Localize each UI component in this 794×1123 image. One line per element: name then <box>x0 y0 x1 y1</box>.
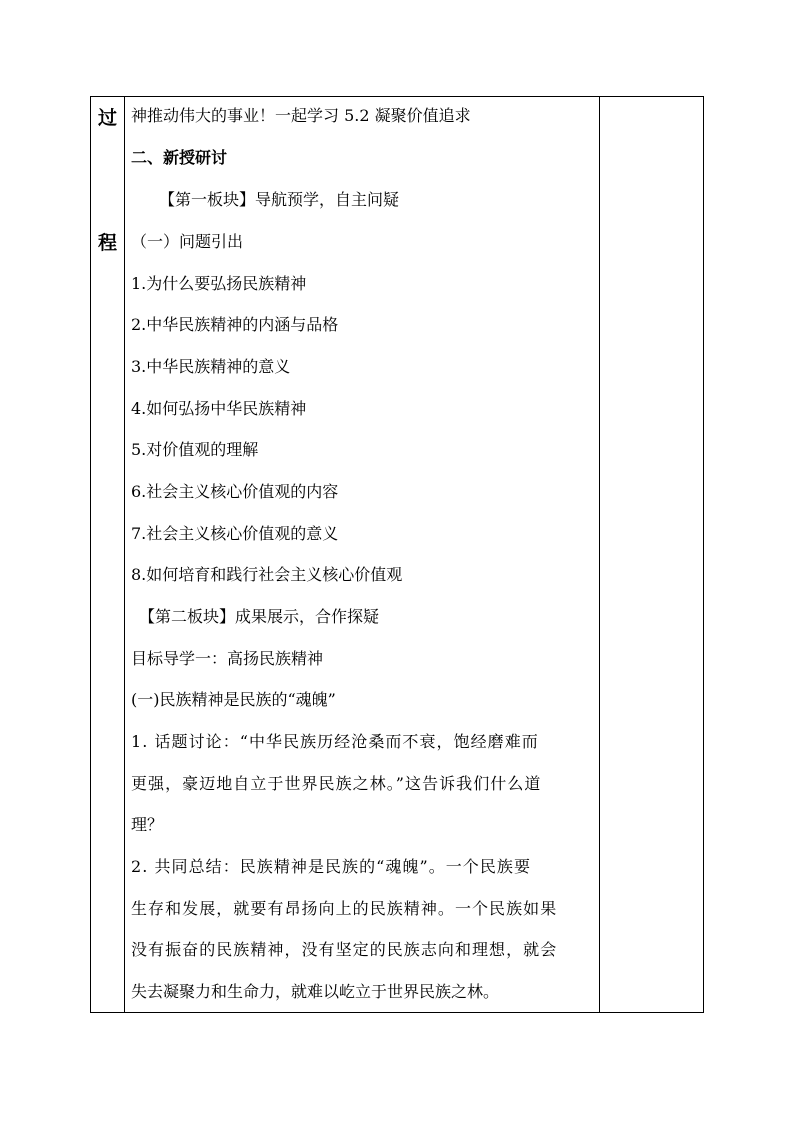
question-item: 3.中华民族精神的意义 <box>131 357 291 376</box>
goal-heading: 目标导学一：高扬民族精神 <box>131 649 324 668</box>
question-item: 6.社会主义核心价值观的内容 <box>131 482 339 501</box>
block-heading: 【第一板块】导航预学，自主问疑 <box>159 190 400 209</box>
row-label-bottom: 程 <box>97 232 117 254</box>
paragraph-line: 生存和发展，就要有昂扬向上的民族精神。一个民族如果 <box>131 899 558 918</box>
paragraph-line: 没有振奋的民族精神，没有坚定的民族志向和理想，就会 <box>131 940 558 959</box>
column-divider-right <box>599 97 600 1012</box>
paragraph-line: 失去凝聚力和生命力，就难以屹立于世界民族之林。 <box>131 982 500 1001</box>
paragraph-line: 1. 话题讨论：“中华民族历经沧桑而不衰，饱经磨难而 <box>131 732 539 751</box>
question-item: 5.对价值观的理解 <box>131 440 259 459</box>
paragraph-line: 2. 共同总结：民族精神是民族的“魂魄”。一个民族要 <box>131 857 532 876</box>
paragraph-line: 更强，豪迈地自立于世界民族之林。”这告诉我们什么道 <box>131 774 542 793</box>
subsection-heading: (一)民族精神是民族的“魂魄” <box>131 690 336 709</box>
question-item: 4.如何弘扬中华民族精神 <box>131 399 307 418</box>
question-item: 8.如何培育和践行社会主义核心价值观 <box>131 565 403 584</box>
section-heading: 二、新授研讨 <box>131 148 228 167</box>
subsection-heading: （一）问题引出 <box>131 232 244 251</box>
lesson-table <box>90 96 704 1013</box>
row-label-top: 过 <box>97 107 117 129</box>
question-item: 1.为什么要弘扬民族精神 <box>131 274 307 293</box>
column-divider-left <box>124 97 125 1012</box>
question-item: 2.中华民族精神的内涵与品格 <box>131 315 339 334</box>
block-heading: 【第二板块】成果展示，合作探疑 <box>139 607 380 626</box>
paragraph-line: 理？ <box>131 815 164 834</box>
question-item: 7.社会主义核心价值观的意义 <box>131 524 339 543</box>
text-line: 神推动伟大的事业！一起学习 5.2 凝聚价值追求 <box>131 106 471 125</box>
